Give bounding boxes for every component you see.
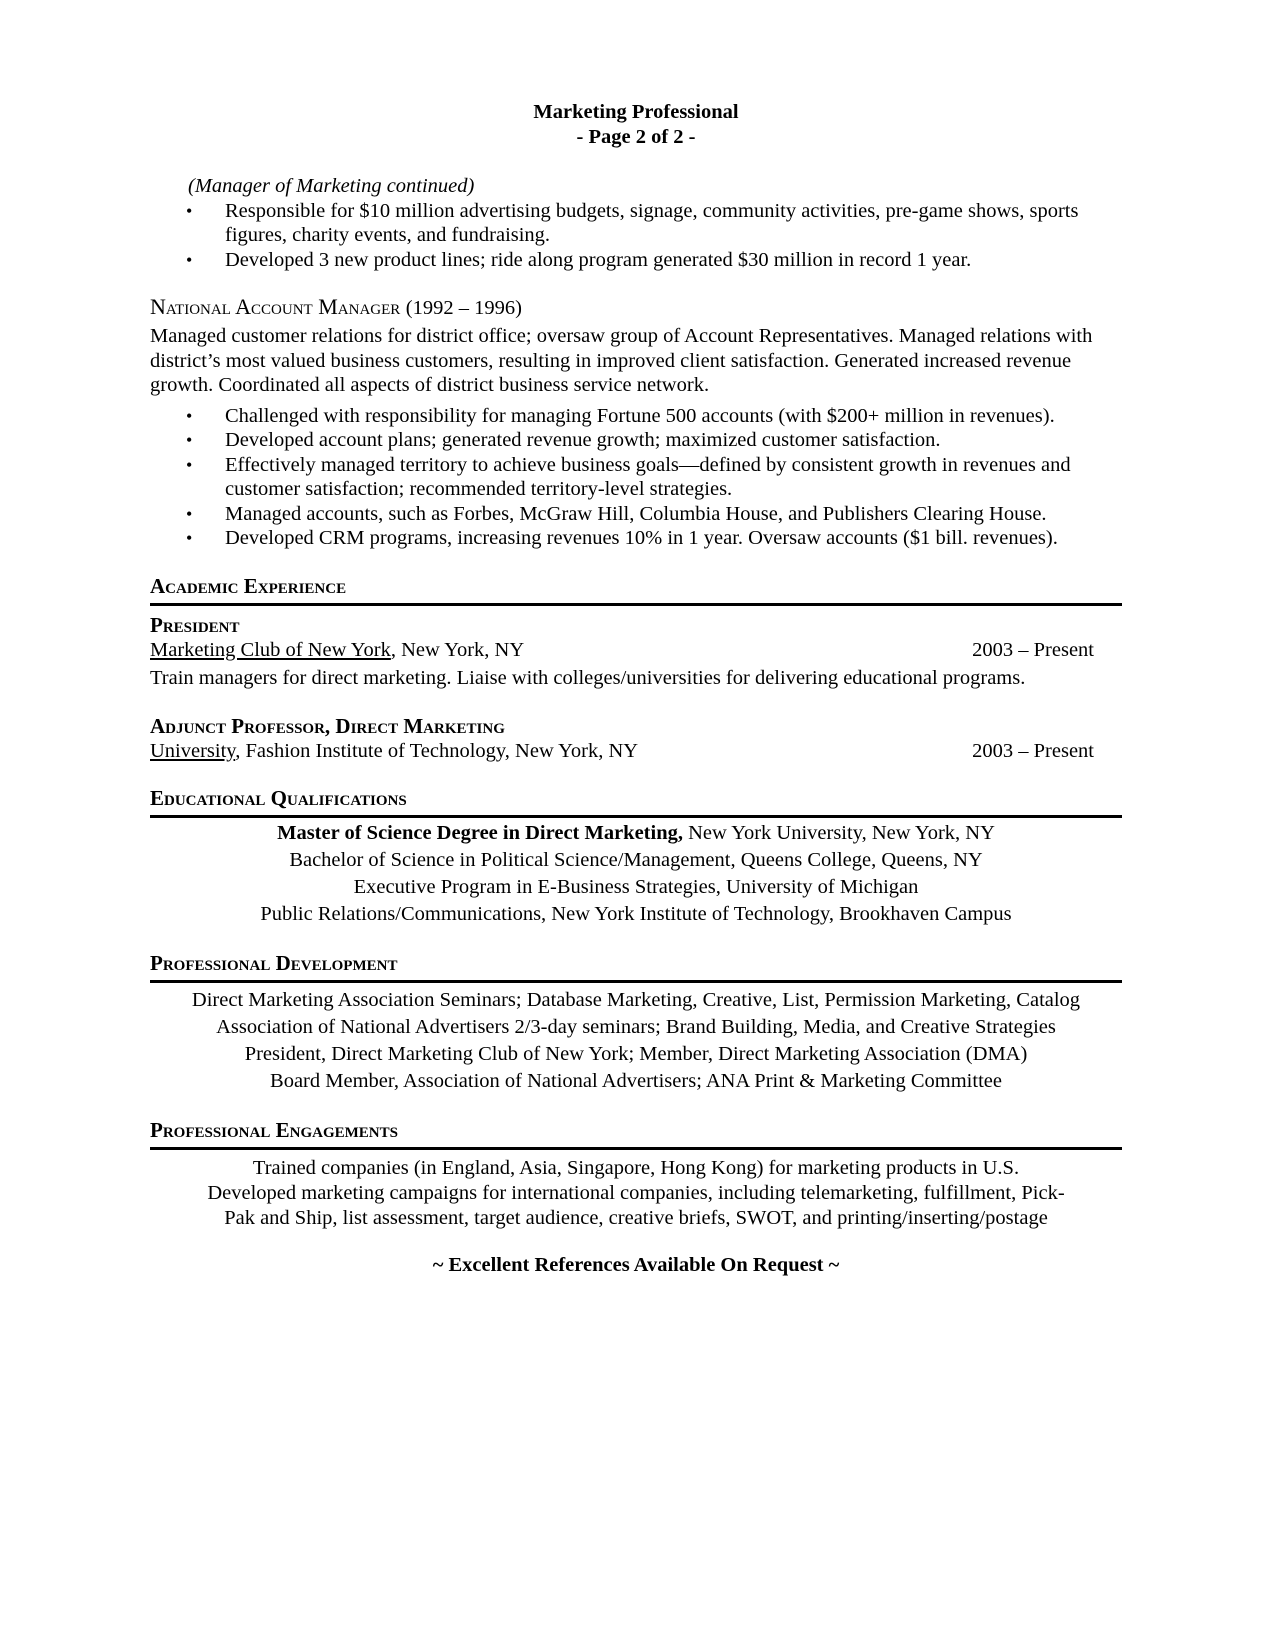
role-description: Train managers for direct marketing. Liaise with colleges/universities for delivering educational programs. [150, 667, 1026, 689]
section-heading-academic: Academic Experience [150, 573, 1122, 606]
education-item [150, 820, 1122, 847]
continued-label: (Manager of Marketing continued) [188, 175, 475, 197]
org-name: University [150, 739, 236, 762]
education-item: Executive Program in E-Business Strategies, University of Michigan [353, 876, 919, 898]
job-dates: (1992 – 1996) [405, 297, 522, 319]
section-heading-development: Professional Development [150, 950, 1122, 983]
bullet-item: • Developed account plans; generated revenue growth; maximized customer satisfaction. [150, 428, 1122, 453]
page-indicator: - Page 2 of 2 - [576, 126, 696, 148]
continued-bullet-list [150, 199, 1122, 273]
section-heading-education: Educational Qualifications [150, 785, 1122, 818]
bullet-item: • Developed CRM programs, increasing revenues 10% in 1 year. Oversaw accounts ($1 bill. revenues). [150, 526, 1122, 551]
development-item: Association of National Advertisers 2/3-day seminars; Brand Building, Media, and Creative Strategies [216, 1016, 1056, 1038]
bullet-item: • Effectively managed territory to achieve business goals—defined by consistent growth in revenues and customer satisfaction; recommended territory-level strategies. [150, 453, 1122, 502]
education-item: Bachelor of Science in Political Science/Management, Queens College, Queens, NY [289, 849, 983, 871]
engagement-item: Developed marketing campaigns for international companies, including telemarketing, fulfillment, Pick-Pak and Ship, list assessment, target audience, creative briefs, SWOT, and printing/inserting/postage [207, 1182, 1065, 1229]
development-list [150, 987, 1122, 1095]
role-org [150, 739, 638, 764]
development-item: President, Direct Marketing Club of New York; Member, Direct Marketing Association (DMA) [244, 1043, 1028, 1065]
references-note: ~ Excellent References Available On Request ~ [432, 1254, 840, 1276]
development-item: Direct Marketing Association Seminars; Database Marketing, Creative, List, Permission Marketing, Catalog [191, 989, 1081, 1011]
org-name: Marketing Club of New York [150, 638, 391, 661]
role-org-line [150, 638, 1122, 663]
development-item: Board Member, Association of National Advertisers; ANA Print & Marketing Committee [270, 1070, 1002, 1092]
bullet-item: • Responsible for $10 million advertising budgets, signage, community activities, pre-game shows, sports figures, charity events, and fundraising. [150, 199, 1122, 248]
job-summary: Managed customer relations for district office; oversaw group of Account Representatives. Managed relations with district’s most valued business customers, resulting in improved client satisfaction. Generated increased revenue growth. Coordinated all aspects of district business service network. [150, 325, 1093, 396]
role-title: President [150, 612, 240, 637]
org-location: , Fashion Institute of Technology, New York, NY [235, 739, 639, 762]
degree-title: Master of Science Degree in Direct Marketing, [277, 822, 683, 844]
bullet-item: • Managed accounts, such as Forbes, McGraw Hill, Columbia House, and Publishers Clearing House. [150, 502, 1122, 527]
engagement-item: Trained companies (in England, Asia, Singapore, Hong Kong) for marketing products in U.S. [252, 1157, 1020, 1179]
job-title: National Account Manager [150, 294, 401, 319]
org-location: , New York, NY [390, 638, 525, 661]
role-dates: 2003 – Present [972, 638, 1094, 661]
role-dates: 2003 – Present [972, 739, 1094, 762]
resume-page [150, 100, 1122, 1278]
job-heading [150, 294, 1122, 321]
section-heading-engagements: Professional Engagements [150, 1117, 1122, 1150]
degree-school: New York University, New York, NY [683, 822, 995, 844]
job-bullet-list [150, 404, 1122, 551]
role-title: Adjunct Professor, Direct Marketing [150, 713, 505, 738]
education-list [150, 820, 1122, 928]
education-item: Public Relations/Communications, New York Institute of Technology, Brookhaven Campus [260, 903, 1012, 925]
document-title: Marketing Professional [533, 101, 739, 123]
role-org-line [150, 739, 1122, 764]
bullet-item: • Developed 3 new product lines; ride along program generated $30 million in record 1 year. [150, 248, 1122, 273]
bullet-item: • Challenged with responsibility for managing Fortune 500 accounts (with $200+ million in revenues). [150, 404, 1122, 429]
role-org [150, 638, 524, 663]
engagements-list [150, 1156, 1122, 1231]
